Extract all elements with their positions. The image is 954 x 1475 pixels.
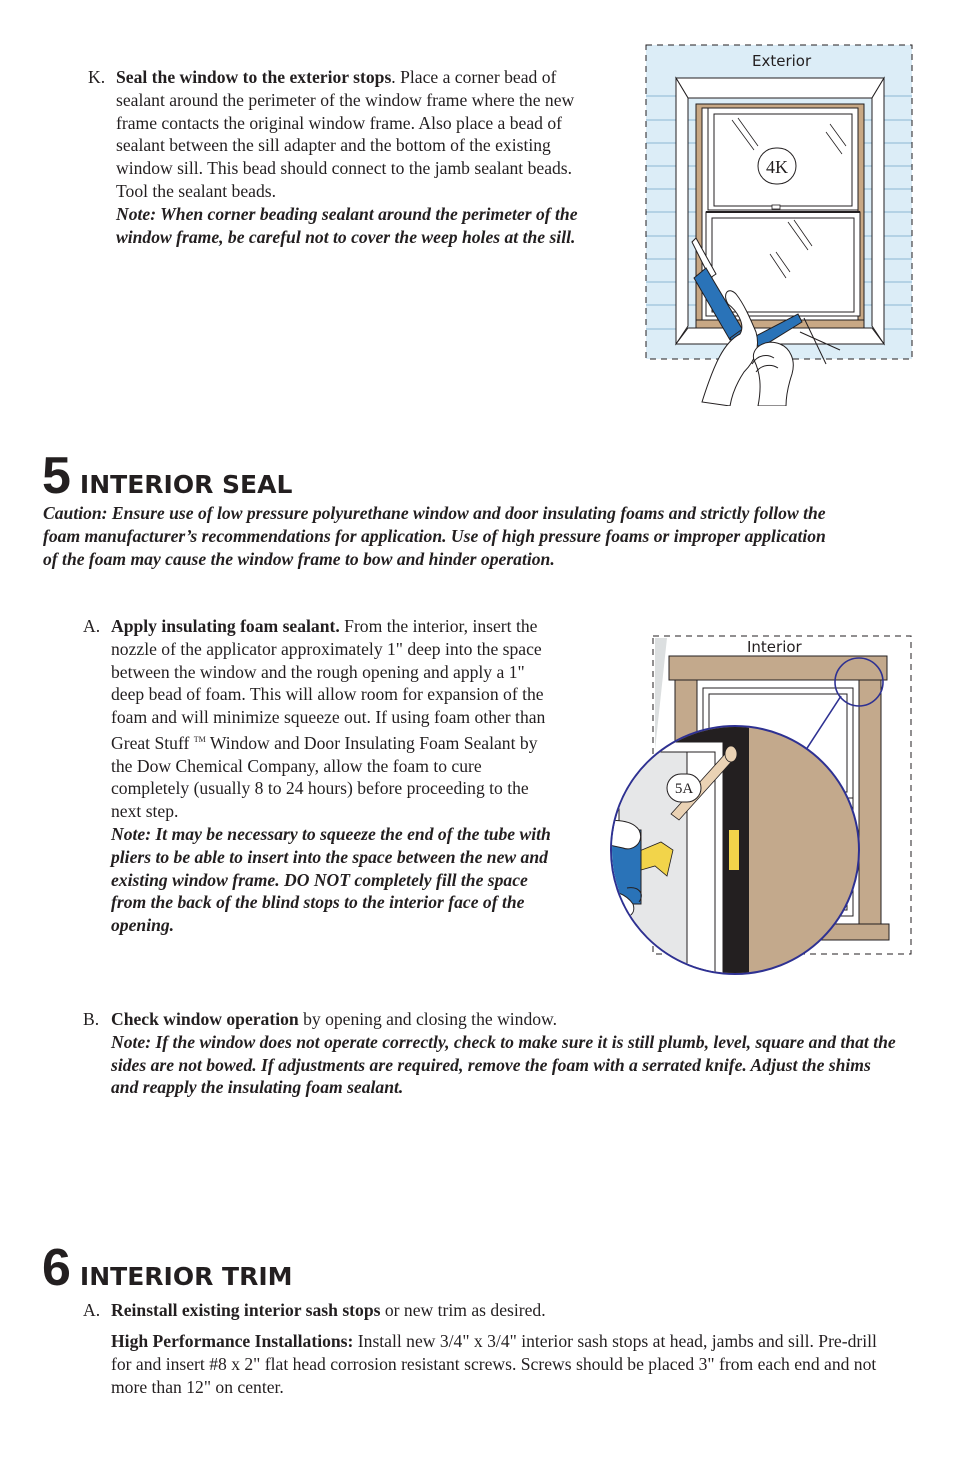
step-k-body: . Place a corner bead of sealant around the perimeter of the window frame where the new frame contacts the original window frame. Also place a bead of sealant between the sill adapter and the bottom of the existing window sill. This bead should connect to the jamb sealant beads. Tool the sealant beads. (116, 67, 575, 201)
step-5b-heading: Check window operation (111, 1009, 299, 1029)
figure-5a-interior-window (575, 630, 915, 976)
step-6a-text (111, 1299, 901, 1322)
figure-5a-label: Interior (747, 638, 802, 656)
step-k-letter: K. (88, 67, 106, 87)
step-k-text (116, 66, 608, 248)
step-5a-note: Note: It may be necessary to squeeze the end of the tube with pliers to be able to insert into the space between the new and existing window frame. DO NOT completely fill the space from the back of the blind stops to the interior face of the opening. (111, 824, 551, 936)
section-5-number: 5 (42, 447, 70, 505)
step-k-heading: Seal the window to the exterior stops (116, 67, 392, 87)
figure-5a-callout: 5A (674, 781, 694, 797)
step-5a-letter: A. (83, 616, 101, 636)
step-6a-heading: Reinstall existing interior sash stops (111, 1300, 381, 1320)
step-5b-note: Note: If the window does not operate correctly, check to make sure it is still plumb, level, square and that the sides are not bowed. If adjustments are required, remove the foam with a serrated knife. Adjust the shims and reapply the insulating foam sealant. (111, 1031, 896, 1098)
step-5a-heading: Apply insulating foam sealant. (111, 616, 340, 636)
high-performance-text (111, 1330, 901, 1398)
step-6a-letter: A. (83, 1300, 101, 1320)
section-6-number: 6 (42, 1239, 70, 1297)
step-5a-body-cont: Window and Door Insulating Foam Sealant by the Dow Chemical Company, allow the foam to cure completely (usually 8 to 24 hours) before proceeding to the next step. (111, 732, 538, 822)
high-performance-body: Install new 3/4" x 3/4" interior sash stops at head, jambs and sill. Pre-drill for and insert #8 x 2" flat head corrosion resistant screws. Screws should be placed 3" from each end and not more than 12" on center. (111, 1331, 877, 1397)
figure-4k-callout: 4K (766, 157, 788, 177)
section-6-title: INTERIOR TRIM (79, 1262, 293, 1291)
step-5a-text (111, 615, 553, 937)
tm-mark: TM (193, 734, 206, 744)
step-k-note: Note: When corner beading sealant around the perimeter of the window frame, be careful not to cover the weep holes at the sill. (116, 203, 578, 247)
section-6-heading (42, 1239, 293, 1297)
figure-4k-label: Exterior (752, 52, 812, 70)
step-5b-letter: B. (83, 1009, 100, 1029)
step-6a-body: or new trim as desired. (380, 1300, 546, 1320)
section-5-title: INTERIOR SEAL (79, 470, 293, 499)
step-5a-body: From the interior, insert the nozzle of the applicator approximately 1" deep into the space between the window and the rough opening and apply a 1" deep bead of foam. This will allow room for expansion of the foam and will minimize squeeze out. If using foam other than Great Stuff (111, 616, 546, 753)
section-5-caution: Caution: Ensure use of low pressure polyurethane window and door insulating foams and strictly follow the foam manufacturer’s recommendations for application. Use of high pressure foams or improper application of the foam may cause the window frame to bow and hinder operation. (43, 503, 826, 569)
step-5b-text (111, 1008, 901, 1099)
step-5b-body: by opening and closing the window. (298, 1009, 558, 1029)
section-5-heading (42, 447, 293, 505)
figure-4k-exterior-window (640, 42, 914, 406)
high-performance-heading: High Performance Installations: (111, 1331, 354, 1351)
